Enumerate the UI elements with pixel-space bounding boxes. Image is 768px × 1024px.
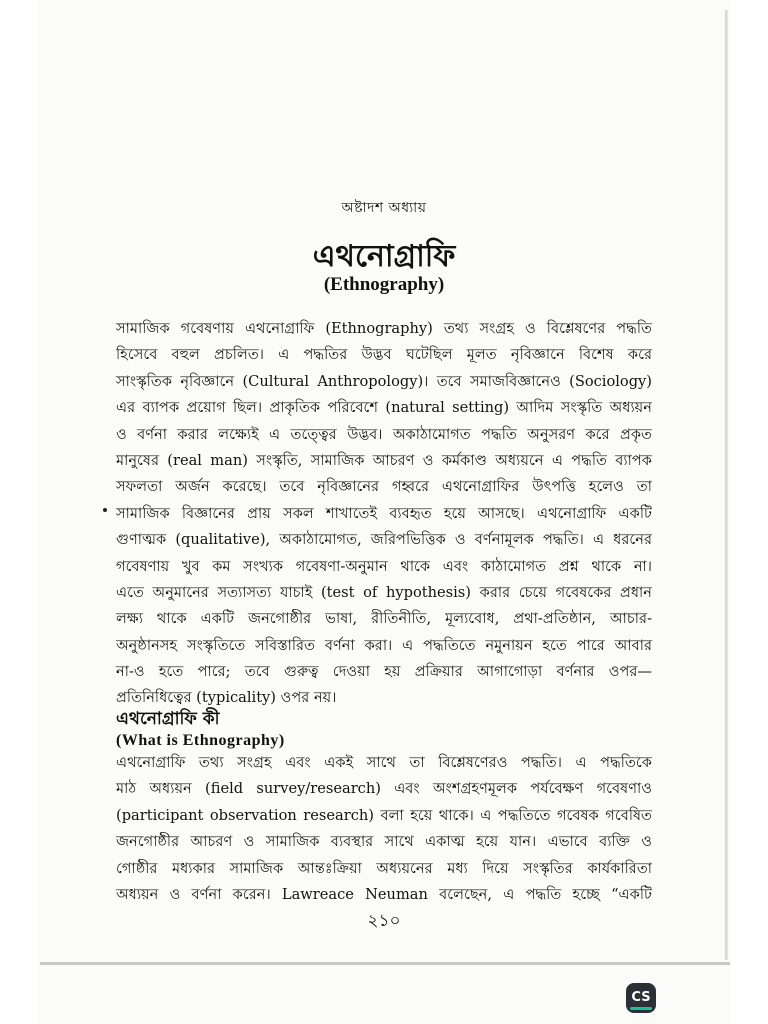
text-line: সামাজিক গবেষণায় এথনোগ্রাফি (Ethnography) তথ্য সংগ্রহ ও বিশ্লেষণের পদ্ধতি (116, 320, 652, 337)
text-line: না-ও হতে পারে; তবে গুরুত্ব দেওয়া হয় প্রক্রিয়ার আগাগোড়া বর্ণনার ওপর— (116, 663, 652, 681)
section-paragraph (116, 750, 652, 908)
section-heading: এথনোগ্রাফি কী (116, 709, 220, 729)
page-title: এথনোগ্রাফি (312, 239, 456, 274)
text-line: লক্ষ্য থাকে একটি জনগোষ্ঠীর ভাষা, রীতিনীতি, মূল্যবোধ, প্রথা-প্রতিষ্ঠান, আচার- (116, 610, 652, 628)
chapter-heading: অষ্টাদশ অধ্যায় (341, 200, 427, 216)
text-line: অনুষ্ঠানসহ সংস্কৃতিতে সবিস্তারিত বর্ণনা করা। এ পদ্ধতিতে নমুনায়ন হতে পারে আবার (116, 636, 652, 654)
text-line: মাঠ অধ্যয়ন (field survey/research) এবং অংশগ্রহণমূলক পর্যবেক্ষণ গবেষণাও (116, 780, 652, 798)
text-line: এতে অনুমানের সত্যাসত্য যাচাই (test of hypothesis) করার চেয়ে গবেষকের প্রধান (116, 583, 652, 601)
page-subtitle: (Ethnography) (323, 274, 445, 295)
text-line: মানুষের (real man) সংস্কৃতি, সামাজিক আচরণ ও কর্মকাণ্ড অধ্যয়নে এ পদ্ধতি ব্যাপক (116, 451, 652, 469)
text-line: গোষ্ঠীর মধ্যকার সামাজিক আন্তঃক্রিয়া অধ্যয়নের মধ্য দিয়ে সংস্কৃতির কার্যকারিতা (116, 859, 652, 877)
text-line: সাংস্কৃতিক নৃবিজ্ঞানে (Cultural Anthropology)। তবে সমাজবিজ্ঞানেও (Sociology) (116, 372, 652, 390)
text-line: হিসেবে বহুল প্রচলিত। এ পদ্ধতির উদ্ভব ঘটেছিল মূলত নৃবিজ্ঞানে বিশেষ করে (116, 346, 652, 364)
text-line: সফলতা অর্জন করেছে। তবে নৃবিজ্ঞানের গহ্বরে এথনোগ্রাফির উৎপত্তি হলেও তা (116, 478, 652, 496)
page-bottom-edge (40, 962, 730, 965)
page-edge-shadow (725, 10, 728, 960)
text-line: প্রতিনিধিত্বের (typicality) ওপর নয়। (116, 689, 337, 707)
text-line: অধ্যয়ন ও বর্ণনা করেন। Lawreace Neuman বলেছেন, এ পদ্ধতি হচ্ছে “একটি (116, 885, 652, 903)
section-subheading: (What is Ethnography) (116, 732, 285, 749)
camscanner-logo-icon: CS (626, 983, 656, 1013)
page-number: ২১০ (367, 911, 401, 931)
text-line: জনগোষ্ঠীর আচরণ ও সামাজিক ব্যবস্থার সাথে একাত্ম হয়ে যান। এভাবে ব্যক্তি ও (116, 833, 652, 851)
margin-mark (103, 508, 107, 512)
intro-paragraph (116, 316, 652, 712)
text-line: গবেষণায় খুব কম সংখ্যক গবেষণা-অনুমান থাকে এবং কাঠামোগত প্রশ্ন থাকে না। (116, 557, 652, 575)
text-line: (participant observation research) বলা হয়ে থাকে। এ পদ্ধতিতে গবেষক গবেষিত (116, 806, 652, 824)
text-line: ও বর্ণনা করার লক্ষ্যেই এ তত্ত্বের উদ্ভব। অকাঠামোগত পদ্ধতি অনুসরণ করে প্রকৃত (116, 425, 652, 443)
text-line: গুণাত্মক (qualitative), অকাঠামোগত, জরিপভিত্তিক ও বর্ণনামূলক পদ্ধতি। এ ধরনের (116, 531, 652, 549)
text-line: সামাজিক বিজ্ঞানের প্রায় সকল শাখাতেই ব্যবহৃত হয়ে আসছে। এথনোগ্রাফি একটি (116, 504, 652, 522)
text-line: এথনোগ্রাফি তথ্য সংগ্রহ এবং একই সাথে তা বিশ্লেষণেরও পদ্ধতি। এ পদ্ধতিকে (116, 754, 652, 771)
text-line: এর ব্যাপক প্রয়োগ ছিল। প্রাকৃতিক পরিবেশে (natural setting) আদিম সংস্কৃতি অধ্যয়ন (116, 399, 652, 417)
